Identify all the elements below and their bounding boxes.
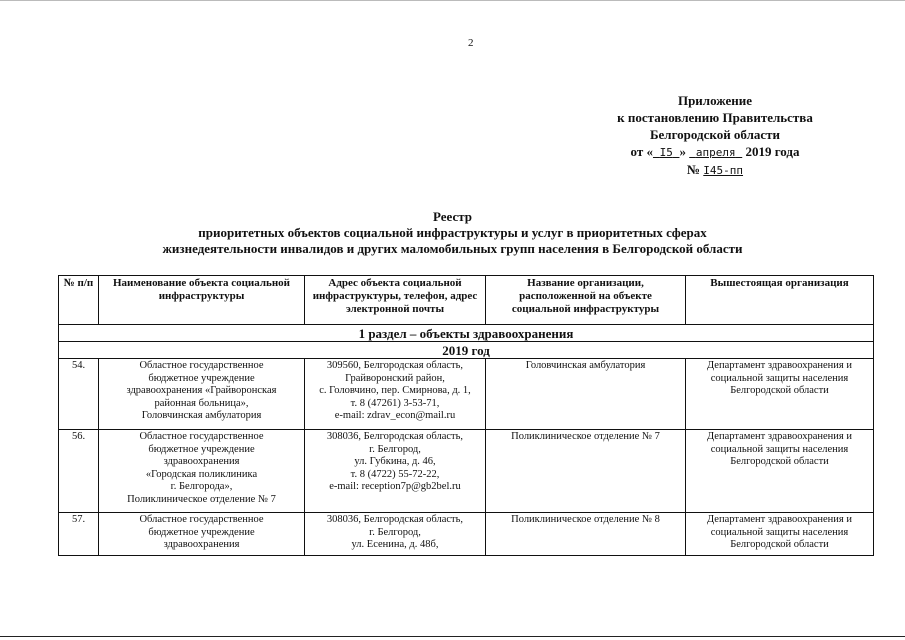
section-row: [59, 325, 874, 342]
header-num: № п/п: [59, 276, 99, 325]
section-title: 1 раздел – объекты здравоохранения: [59, 325, 874, 342]
row-parent-org: [686, 513, 874, 556]
scan-edge-bottom: [0, 636, 905, 637]
row-name: [99, 513, 305, 556]
date-day-sep: »: [679, 144, 686, 159]
cell-line: ул. Есенина, д. 48б,: [351, 539, 439, 550]
header-organization: Название организации, расположенной на объекте социальной инфраструктуры: [486, 276, 686, 325]
registry-table: [58, 275, 874, 556]
appendix-date: [595, 143, 835, 161]
cell-line: e-mail: reception7p@gb2bel.ru: [329, 481, 461, 492]
row-parent-org: [686, 359, 874, 430]
cell-line: ул. Губкина, д. 46,: [354, 456, 436, 467]
row-address: [305, 430, 486, 513]
number-prefix: №: [686, 162, 701, 177]
row-num: 56.: [59, 430, 99, 513]
cell-line: 309560, Белгородская область,: [326, 360, 464, 371]
cell-line: «Городская поликлиника: [145, 468, 258, 480]
cell-line: 308036, Белгородская область,: [326, 431, 464, 442]
cell-line: г. Белгород,: [369, 443, 421, 455]
table-row: [59, 430, 874, 513]
scan-edge-top: [0, 0, 905, 1]
cell-line: Грайворонский район,: [345, 372, 445, 384]
title-line-1: Реестр: [432, 209, 472, 224]
title-line-3: жизнедеятельности инвалидов и других маломобильных групп населения в Белгородской области: [162, 241, 743, 256]
cell-line: бюджетное учреждение: [148, 526, 255, 538]
header-parent-org: Вышестоящая организация: [686, 276, 874, 325]
header-row: [59, 276, 874, 325]
date-month: апреля: [695, 146, 736, 159]
cell-line: Белгородской области: [730, 385, 829, 396]
appendix-number: [595, 161, 835, 179]
cell-line: Головчинская амбулатория: [141, 410, 262, 421]
cell-line: Белгородской области: [730, 456, 829, 467]
cell-line: районная больница»,: [154, 397, 249, 409]
row-organization: Поликлиническое отделение № 8: [486, 513, 686, 556]
cell-line: Областное государственное: [139, 514, 264, 525]
cell-line: здравоохранения: [163, 539, 240, 550]
cell-line: здравоохранения «Грайворонская: [126, 385, 277, 396]
cell-line: 308036, Белгородская область,: [326, 514, 464, 525]
cell-line: здравоохранения: [163, 456, 240, 467]
cell-line: Белгородской области: [730, 539, 829, 550]
cell-line: г. Белгорода»,: [170, 481, 233, 492]
cell-line: т. 8 (47261) 3-53-71,: [350, 397, 440, 409]
row-organization: Поликлиническое отделение № 7: [486, 430, 686, 513]
row-name: [99, 359, 305, 430]
date-year: 2019 года: [745, 144, 800, 159]
cell-line: с. Головчино, пер. Смирнова, д. 1,: [319, 385, 471, 396]
header-name: Наименование объекта социальной инфраструктуры: [99, 276, 305, 325]
table-row: [59, 359, 874, 430]
cell-line: социальной защиты населения: [710, 372, 849, 384]
year-row: [59, 342, 874, 359]
appendix-title: Приложение: [677, 93, 753, 108]
cell-line: Департамент здравоохранения и: [707, 514, 852, 525]
number-value: I45-пп: [703, 164, 744, 177]
appendix-line-2: к постановлению Правительства: [617, 110, 813, 125]
cell-line: Поликлиническое отделение № 7: [127, 493, 276, 505]
cell-line: e-mail: zdrav_econ@mail.ru: [334, 410, 456, 421]
table-row: [59, 513, 874, 556]
row-address: [305, 359, 486, 430]
row-num: 54.: [59, 359, 99, 430]
cell-line: Департамент здравоохранения и: [707, 431, 852, 442]
cell-line: Областное государственное: [139, 431, 264, 442]
cell-line: бюджетное учреждение: [148, 372, 255, 384]
page-number: 2: [468, 37, 474, 49]
row-name: [99, 430, 305, 513]
registry-title: [60, 209, 845, 257]
appendix-block: [595, 92, 835, 179]
date-prefix: от «: [630, 144, 653, 159]
row-organization: Головчинская амбулатория: [486, 359, 686, 430]
appendix-line-3: Белгородской области: [649, 127, 781, 142]
cell-line: социальной защиты населения: [710, 443, 849, 455]
row-parent-org: [686, 430, 874, 513]
row-num: 57.: [59, 513, 99, 556]
cell-line: Департамент здравоохранения и: [707, 360, 852, 371]
header-address: Адрес объекта социальной инфраструктуры, телефон, адрес электронной почты: [305, 276, 486, 325]
title-line-2: приоритетных объектов социальной инфраструктуры и услуг в приоритетных сферах: [198, 225, 707, 240]
cell-line: Областное государственное: [139, 360, 264, 371]
cell-line: бюджетное учреждение: [148, 443, 255, 455]
cell-line: г. Белгород,: [369, 526, 421, 538]
cell-line: т. 8 (4722) 55-72-22,: [350, 468, 440, 480]
row-address: [305, 513, 486, 556]
cell-line: социальной защиты населения: [710, 526, 849, 538]
date-day: I5: [659, 146, 673, 159]
year-title: 2019 год: [59, 342, 874, 359]
